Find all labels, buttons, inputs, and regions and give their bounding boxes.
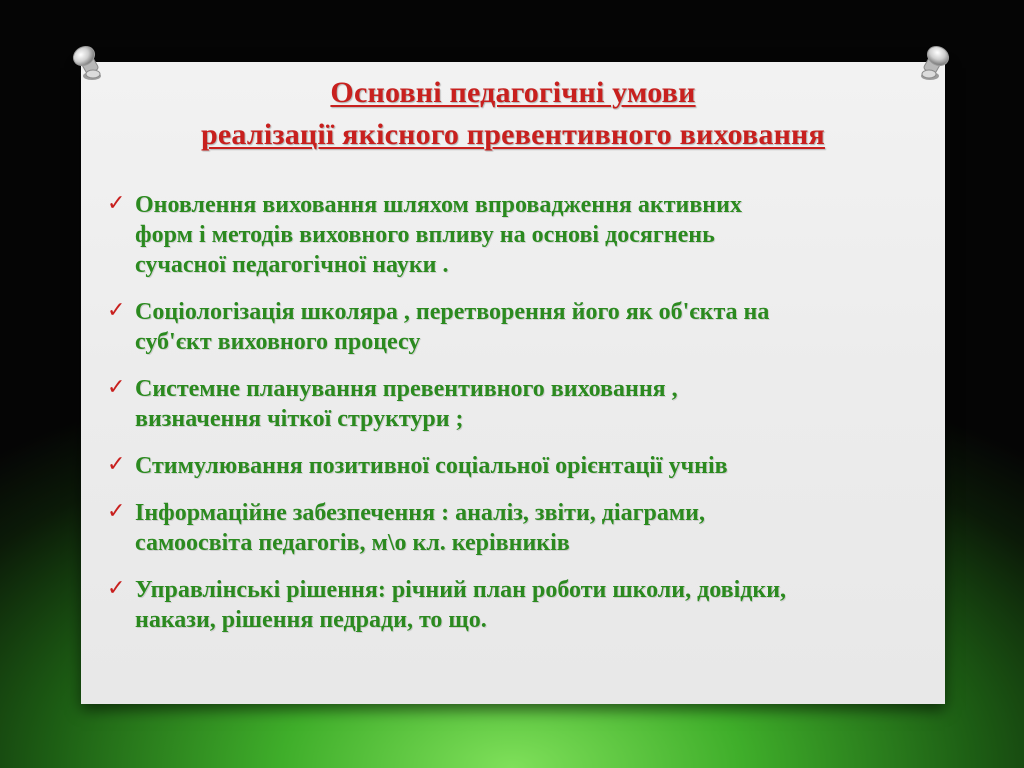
list-item	[105, 190, 925, 280]
list-item-line: Системне планування превентивного виховання ,	[135, 376, 678, 402]
checkmark-icon: ✓	[107, 191, 126, 216]
slide-title-line-1: Основні педагогічні умови	[330, 76, 696, 109]
list-item-line: Соціологізація школяра , перетворення його як об'єкта на	[135, 299, 770, 325]
list-item-line: визначення чіткої структури ;	[135, 406, 464, 432]
list-item-line: Управлінські рішення: річний план роботи школи, довідки,	[135, 577, 787, 603]
pushpin-icon	[910, 42, 956, 88]
checkmark-icon: ✓	[107, 576, 126, 601]
slide-card	[81, 62, 945, 704]
list-item	[105, 374, 925, 434]
checkmark-icon: ✓	[107, 298, 126, 323]
list-item-line: накази, рішення педради, то що.	[135, 607, 487, 633]
bullet-list	[105, 190, 925, 652]
pushpin-icon	[66, 42, 112, 88]
checkmark-icon: ✓	[107, 499, 126, 524]
slide-title-line-2: реалізації якісного превентивного виховання	[201, 118, 825, 151]
list-item-line: суб'єкт виховного процесу	[135, 329, 421, 355]
list-item-line: Стимулювання позитивної соціальної орієнтації учнів	[135, 453, 728, 479]
checkmark-icon: ✓	[107, 375, 126, 400]
list-item	[105, 498, 925, 558]
list-item-line: сучасної педагогічної науки .	[135, 252, 449, 278]
list-item-line: форм і методів виховного впливу на основі досягнень	[135, 222, 715, 248]
list-item-line: самоосвіта педагогів, м\о кл. керівників	[135, 530, 570, 556]
list-item-line: Інформаційне забезпечення : аналіз, звіти, діаграми,	[135, 500, 706, 526]
list-item-line: Оновлення виховання шляхом впровадження активних	[135, 192, 742, 218]
list-item	[105, 575, 925, 635]
checkmark-icon: ✓	[107, 452, 126, 477]
list-item	[105, 451, 925, 481]
list-item	[105, 297, 925, 357]
